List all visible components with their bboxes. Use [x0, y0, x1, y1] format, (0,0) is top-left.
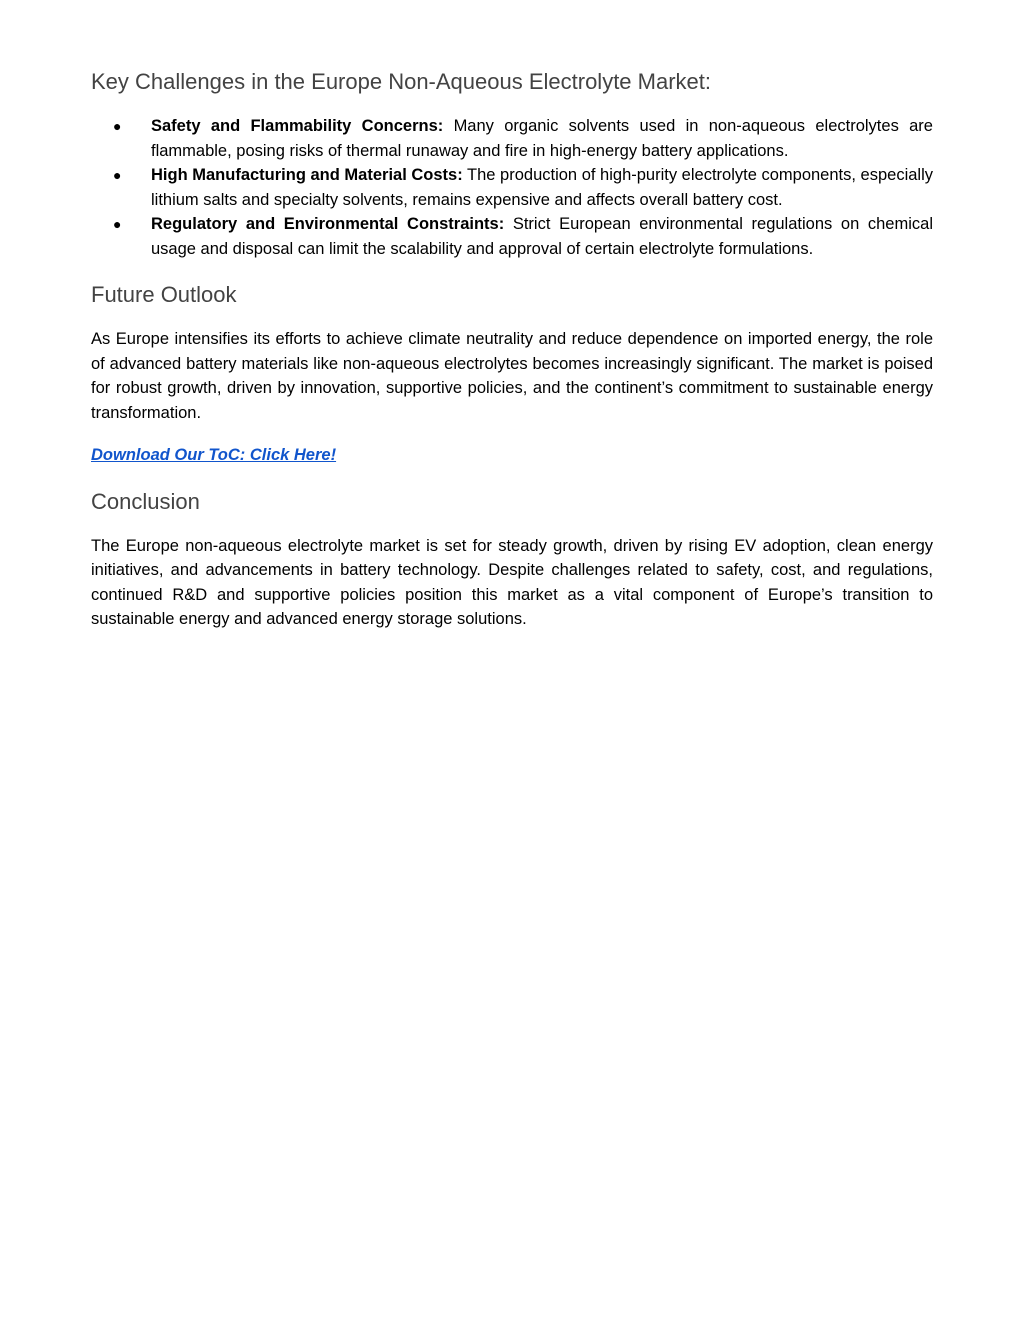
download-toc-line — [91, 443, 933, 468]
list-item — [91, 212, 933, 261]
outlook-heading: Future Outlook — [91, 282, 237, 307]
list-item-text: The production of high-purity electrolyte components, especially lithium salts and specialty solvents, remains expensive and affects overall battery cost. — [151, 166, 933, 209]
download-toc-link[interactable]: Download Our ToC: Click Here! — [91, 446, 337, 464]
challenges-list — [91, 114, 933, 261]
list-item — [91, 114, 933, 163]
bullet-icon: ● — [113, 167, 122, 183]
list-item-text: Many organic solvents used in non-aqueous electrolytes are flammable, posing risks of thermal runaway and fire in high-energy battery applications. — [151, 117, 933, 160]
list-item-title: Regulatory and Environmental Constraints: — [151, 215, 505, 233]
list-item-title: High Manufacturing and Material Costs: — [151, 166, 463, 184]
bullet-icon: ● — [113, 216, 122, 232]
challenges-heading: Key Challenges in the Europe Non-Aqueous Electrolyte Market: — [91, 69, 712, 94]
list-item-title: Safety and Flammability Concerns: — [151, 117, 444, 135]
document-page — [91, 0, 933, 632]
outlook-paragraph: As Europe intensifies its efforts to achieve climate neutrality and reduce dependence on imported energy, the role of advanced battery materials like non-aqueous electrolytes becomes increasingly significant. The market is poised for robust growth, driven by innovation, supportive policies, and the continent’s commitment to sustainable energy transformation. — [91, 330, 933, 422]
conclusion-heading: Conclusion — [91, 488, 200, 514]
conclusion-paragraph: The Europe non-aqueous electrolyte market is set for steady growth, driven by rising EV adoption, clean energy initiatives, and advancements in battery technology. Despite challenges related to safety, cost, and regulations, continued R&D and supportive policies position this market as a vital component of Europe’s transition to sustainable energy and advanced energy storage solutions. — [91, 536, 933, 628]
list-item — [91, 163, 933, 212]
bullet-icon: ● — [113, 118, 122, 134]
list-item-text: Strict European environmental regulations on chemical usage and disposal can limit the scalability and approval of certain electrolyte formulations. — [151, 215, 933, 258]
